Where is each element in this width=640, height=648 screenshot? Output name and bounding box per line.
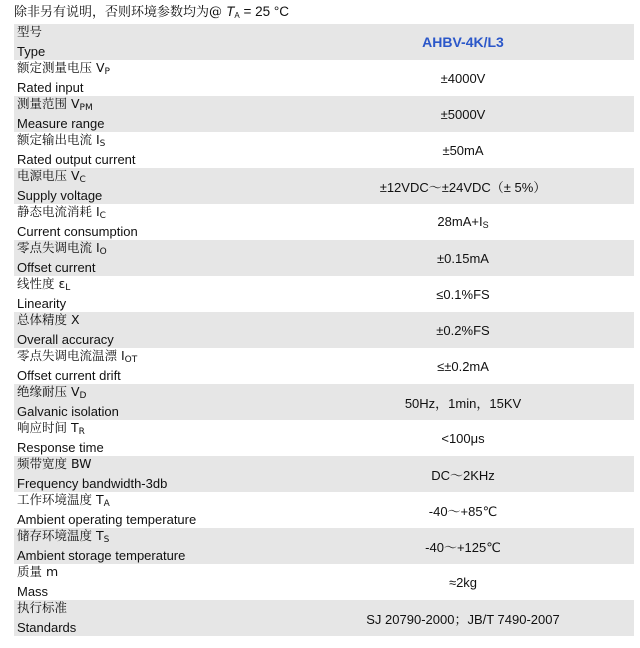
spec-row-type [14,24,634,60]
param-name-cn [17,564,292,584]
param-symbol: V [70,96,80,111]
param-value-text: ≤±0.2mA [437,358,489,374]
param-name-en: Offset current drift [17,368,121,383]
param-value [292,132,634,168]
param-cell [14,600,292,636]
spec-row-overall-accuracy [14,312,634,348]
param-cell [14,492,292,528]
spec-row-galvanic-isolation [14,384,634,420]
param-name-cn [17,348,292,368]
param-cell [14,60,292,96]
param-name-en: Current consumption [17,224,138,239]
param-value [292,60,634,96]
spec-table [14,24,634,636]
param-label-cn: 总体精度 [17,312,71,327]
param-symbol-subscript: S [103,535,110,545]
param-value [292,312,634,348]
param-cell [14,24,292,60]
spec-row-measure-range [14,96,634,132]
param-symbol-subscript: A [103,499,110,509]
param-value-text: ±4000V [440,70,486,86]
param-name-cn [17,420,292,440]
param-cell [14,456,292,492]
spec-row-frequency-bandwidth [14,456,634,492]
param-name-cn [17,240,292,260]
param-cell [14,168,292,204]
param-name-en: Measure range [17,116,105,131]
param-label-cn: 零点失调电流 [17,240,96,255]
param-symbol: V [70,384,80,399]
param-value-text: ≈2kg [448,574,478,590]
param-name-cn [17,600,292,620]
param-value [292,384,634,420]
param-label-cn: 零点失调电流温漂 [17,348,121,363]
param-cell [14,96,292,132]
caption-temp-symbol: T [226,4,235,19]
param-name-cn [17,276,292,296]
param-value [292,96,634,132]
param-value [292,528,634,564]
param-label-cn: 工作环境温度 [17,492,96,507]
param-value-text: SJ 20790-2000；JB/T 7490-2007 [366,611,560,627]
param-label-cn: 绝缘耐压 [17,384,71,399]
param-symbol: I [95,240,100,255]
param-symbol: I [95,204,100,219]
param-label-cn: 静态电流消耗 [17,204,96,219]
param-symbol: X [70,312,80,327]
spec-row-supply-voltage [14,168,634,204]
param-value-text: <100μs [441,430,485,446]
param-cell [14,564,292,600]
param-cell [14,348,292,384]
param-value-text: -40～+125℃ [425,539,501,555]
param-value [292,348,634,384]
param-symbol: ε [58,276,66,291]
param-value [292,276,634,312]
param-name-en: Standards [17,620,77,635]
param-symbol-subscript: C [79,175,86,185]
param-name-en: Overall accuracy [17,332,114,347]
param-cell [14,132,292,168]
param-value-text: -40～+85℃ [428,503,498,519]
param-value-text: DC～2KHz [431,467,495,483]
spec-caption [14,2,634,24]
param-name-cn [17,60,292,80]
param-symbol-subscript: S [99,139,106,149]
param-name-en: Ambient operating temperature [17,512,197,527]
caption-temp-subscript: A [234,11,240,20]
spec-row-mass [14,564,634,600]
param-value [292,204,634,240]
param-value-text: ±12VDC～±24VDC（± 5%） [379,179,547,195]
spec-row-rated-output-current [14,132,634,168]
param-symbol-subscript: O [99,247,107,257]
param-cell [14,240,292,276]
param-value-subscript: S [482,220,489,230]
param-symbol: T [95,492,104,507]
param-name-cn [17,384,292,404]
param-name-cn [17,96,292,116]
param-value [292,420,634,456]
param-symbol: I [95,132,100,147]
param-symbol: V [95,60,105,75]
param-symbol-subscript: D [79,391,87,401]
param-name-en: Supply voltage [17,188,103,203]
param-symbol: V [70,168,80,183]
model-value [292,24,634,60]
spec-row-standards [14,600,634,636]
param-name-en: Galvanic isolation [17,404,119,419]
param-value-text: ±0.2%FS [436,322,490,338]
param-name-cn [17,456,292,476]
param-name-cn [17,204,292,224]
param-cell [14,276,292,312]
param-symbol: T [95,528,104,543]
param-symbol: m [45,564,59,579]
param-name-cn [17,24,292,44]
param-label-cn: 线性度 [17,276,59,291]
caption-temp-value: = 25 °C [239,4,290,19]
param-label-cn: 型号 [17,24,43,39]
param-label-cn: 额定测量电压 [17,60,96,75]
param-value [292,492,634,528]
param-cell [14,312,292,348]
param-name-en: Response time [17,440,104,455]
spec-row-ambient-storage-temperature [14,528,634,564]
caption-text: 除非另有说明，否则环境参数均为@ [14,5,227,20]
param-cell [14,384,292,420]
param-name-en: Frequency bandwidth-3db [17,476,168,491]
param-label-cn: 测量范围 [17,96,71,111]
param-cell [14,528,292,564]
param-symbol-subscript: PM [79,103,93,113]
param-label-cn: 执行标准 [17,600,68,615]
spec-row-linearity [14,276,634,312]
param-name-cn [17,168,292,188]
param-cell [14,420,292,456]
param-name-cn [17,132,292,152]
param-symbol-subscript: C [99,211,106,221]
param-symbol: BW [70,456,92,471]
param-name-en: Mass [17,584,49,599]
param-value-text: ±0.15mA [437,250,489,266]
param-cell [14,204,292,240]
param-name-en: Rated input [17,80,84,95]
param-value [292,564,634,600]
param-name-cn [17,492,292,512]
param-label-cn: 电源电压 [17,168,71,183]
param-name-en: Linearity [17,296,67,311]
param-name-en: Ambient storage temperature [17,548,186,563]
spec-row-current-consumption [14,204,634,240]
param-value [292,168,634,204]
spec-row-offset-current [14,240,634,276]
param-name-cn [17,528,292,548]
param-value [292,240,634,276]
param-value-text: ±5000V [440,106,486,122]
param-value-text: ±50mA [442,142,484,158]
param-label-cn: 额定输出电流 [17,132,96,147]
param-symbol-subscript: R [78,427,85,437]
param-symbol: I [120,348,125,363]
param-value [292,600,634,636]
spec-row-offset-current-drift [14,348,634,384]
spec-row-ambient-operating-temperature [14,492,634,528]
param-symbol-subscript: P [104,67,110,77]
param-symbol: T [70,420,79,435]
param-name-en: Offset current [17,260,96,275]
param-label-cn: 质量 [17,564,46,579]
param-name-en: Type [17,44,46,59]
param-name-cn [17,312,292,332]
param-value [292,456,634,492]
param-symbol-subscript: OT [124,355,138,365]
spec-row-rated-input [14,60,634,96]
spec-row-response-time [14,420,634,456]
param-value-text: 28mA+I [437,214,483,229]
param-value-text: 50Hz，1min，15KV [404,395,522,411]
param-value-text: ≤0.1%FS [436,286,490,302]
param-label-cn: 储存环境温度 [17,528,96,543]
param-value-text: AHBV-4K/L3 [422,34,504,50]
param-label-cn: 响应时间 [17,420,71,435]
spec-table-body [14,24,634,636]
param-label-cn: 频带宽度 [17,456,71,471]
param-name-en: Rated output current [17,152,136,167]
param-symbol-subscript: L [65,283,71,293]
